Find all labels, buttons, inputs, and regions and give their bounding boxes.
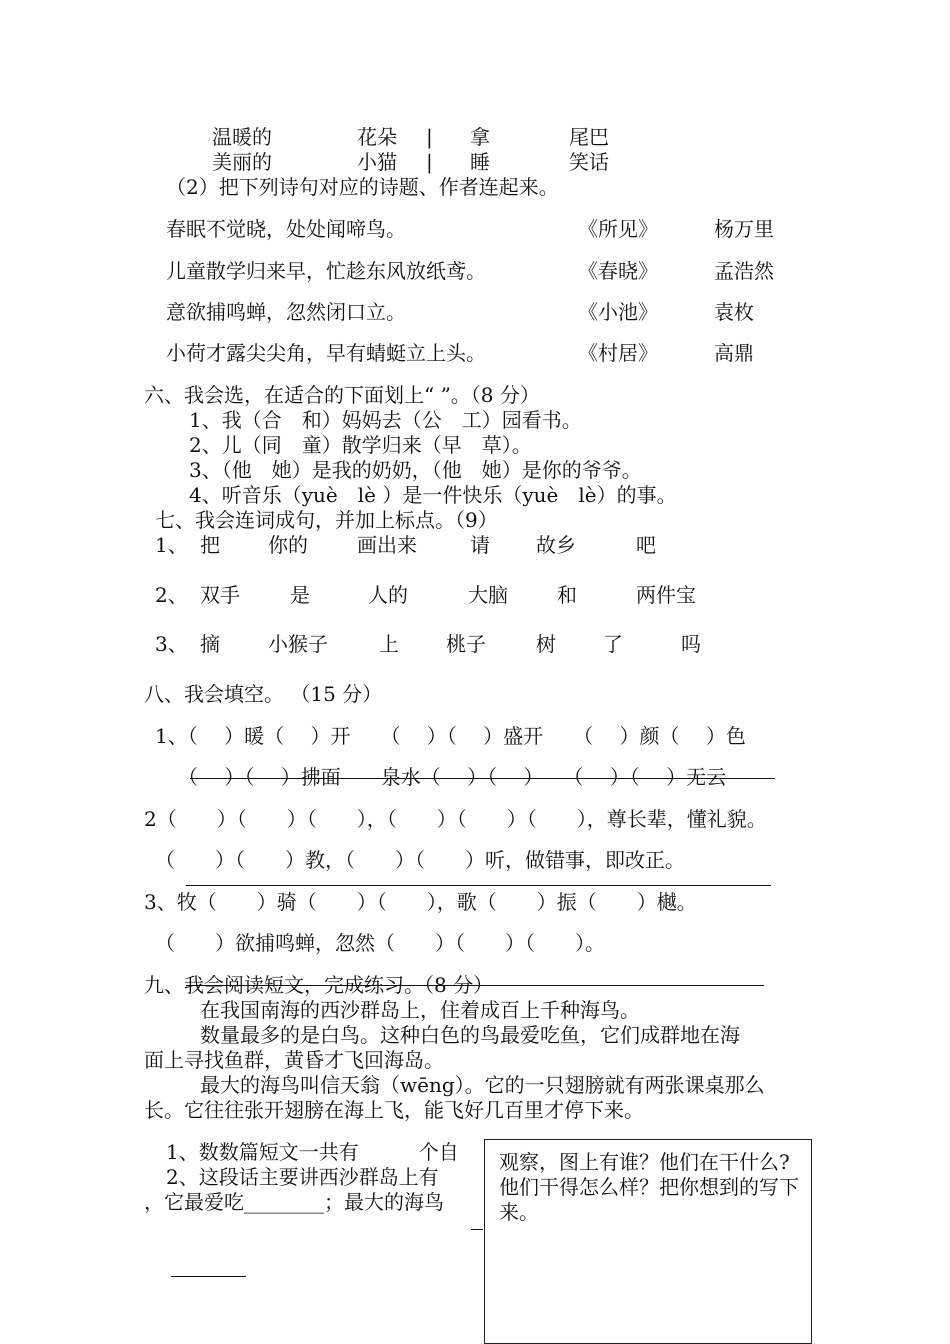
poem-title-3: 《小池》 (578, 300, 658, 324)
match-verb-1: 拿 (470, 125, 490, 149)
sec7-word: 你的 (268, 533, 308, 557)
sec6-heading: 六、我会选，在适合的下面划上“ ”。（8 分） (144, 383, 540, 407)
match-divider-1: | (426, 125, 433, 149)
sec7-row3-num: 3、 (155, 632, 188, 656)
poem-author-2: 孟浩然 (714, 259, 774, 283)
answer-line (471, 1229, 483, 1230)
sec9-q3: ，它最爱吃________；最大的海鸟 (144, 1190, 444, 1214)
match-noun-2: 笑话 (569, 150, 609, 174)
sec8-line-2: （ ）（ ）拂面 泉水（ ）（ ） （ ）（ ）无云 (178, 765, 727, 789)
sec7-word: 双手 (200, 583, 240, 607)
sec6-item-4: 4、听音乐（yuè lè ）是一件快乐（yuè lè）的事。 (189, 483, 677, 507)
sec7-word: 画出来 (357, 533, 417, 557)
sec7-word: 树 (536, 632, 556, 656)
sec8-line-4: （ ）（ ）教，（ ）（ ）听，做错事，即改正。 (155, 848, 685, 872)
poem-line-3: 意欲捕鸣蝉，忽然闭口立。 (166, 300, 406, 324)
sec8-line-1: 1、（ ）暖（ ）开 （ ）（ ）盛开 （ ）颜（ ）色 (155, 724, 746, 748)
match-left-2: 美丽的 (212, 150, 272, 174)
poem-author-4: 高鼎 (714, 341, 754, 365)
sec7-word: 大脑 (468, 583, 508, 607)
sec9-heading: 九、我会阅读短文，完成练习。（8 分） (144, 973, 494, 997)
sec7-word: 小猴子 (268, 632, 328, 656)
sec7-word: 把 (200, 533, 220, 557)
answer-line (171, 1276, 246, 1277)
sec6-item-2: 2、儿（同 童）散学归来（早 草）。 (189, 433, 532, 457)
sec8-heading: 八、我会填空。 （15 分） (144, 682, 383, 706)
poem-title-2: 《春晓》 (578, 259, 658, 283)
sec7-word: 了 (603, 632, 623, 656)
poem-author-3: 袁枚 (714, 300, 754, 324)
sec9-para2a: 数量最多的是白鸟。这种白色的鸟最爱吃鱼，它们成群地在海 (200, 1023, 740, 1047)
poem-task: （2）把下列诗句对应的诗题、作者连起来。 (166, 175, 559, 199)
strike-line (190, 778, 775, 779)
match-noun-1: 尾巴 (569, 125, 609, 149)
sec7-heading: 七、我会连词成句，并加上标点。（9） (155, 508, 498, 532)
match-left-1: 温暖的 (212, 125, 272, 149)
writing-box (484, 1139, 812, 1344)
poem-author-1: 杨万里 (714, 217, 774, 241)
sec7-word: 是 (290, 583, 310, 607)
sec7-word: 吧 (636, 533, 656, 557)
writing-box-prompt: 观察，图上有谁？他们在干什么?他们干得怎么样？把你想到的写下来。 (499, 1150, 799, 1224)
sec8-line-6: （ ）欲捕鸣蝉，忽然（ ）（ ）（ ）。 (155, 931, 605, 955)
sec7-word: 请 (470, 533, 490, 557)
sec7-word: 桃子 (446, 632, 486, 656)
sec7-row1-num: 1、 (155, 533, 188, 557)
sec6-item-1: 1、我（合 和）妈妈去（公 工）园看书。 (189, 408, 582, 432)
strike-line (186, 985, 764, 986)
match-mid-1: 花朵 (357, 125, 397, 149)
match-divider-2: | (426, 150, 433, 174)
sec9-para2b: 面上寻找鱼群，黄昏才飞回海岛。 (144, 1048, 444, 1072)
match-mid-2: 小猫 (357, 150, 397, 174)
sec9-para3b: 长。它往往张开翅膀在海上飞，能飞好几百里才停下来。 (144, 1098, 644, 1122)
sec8-line-5: 3、牧（ ）骑（ ）（ ），歌（ ）振（ ）樾。 (144, 890, 697, 914)
divider-line (186, 885, 771, 886)
poem-line-1: 春眠不觉晓，处处闻啼鸟。 (166, 217, 406, 241)
sec7-word: 上 (379, 632, 399, 656)
sec9-q2: 2、这段话主要讲西沙群岛上有 (166, 1165, 439, 1189)
sec8-line-3: 2（ ）（ ）（ ），（ ）（ ）（ ），尊长辈，懂礼貌。 (144, 807, 767, 831)
poem-title-1: 《所见》 (578, 217, 658, 241)
poem-title-4: 《村居》 (578, 341, 658, 365)
sec6-item-3: 3、（他 她）是我的奶奶，（他 她）是你的爷爷。 (189, 458, 642, 482)
sec7-word: 人的 (368, 583, 408, 607)
poem-line-2: 儿童散学归来早，忙趁东风放纸鸢。 (166, 259, 486, 283)
poem-line-4: 小荷才露尖尖角，早有蜻蜓立上头。 (166, 341, 486, 365)
sec7-word: 吗 (681, 632, 701, 656)
sec7-word: 故乡 (536, 533, 576, 557)
sec9-q1: 1、数数篇短文一共有 个自 (166, 1140, 459, 1164)
sec9-para1: 在我国南海的西沙群岛上，住着成百上千种海鸟。 (200, 998, 640, 1022)
sec7-row2-num: 2、 (155, 583, 188, 607)
match-verb-2: 睡 (470, 150, 490, 174)
sec7-word: 和 (557, 583, 577, 607)
sec7-word: 两件宝 (636, 583, 696, 607)
sec7-word: 摘 (200, 632, 220, 656)
sec9-para3a: 最大的海鸟叫信天翁（wēng）。它的一只翅膀就有两张课桌那么 (200, 1073, 765, 1097)
